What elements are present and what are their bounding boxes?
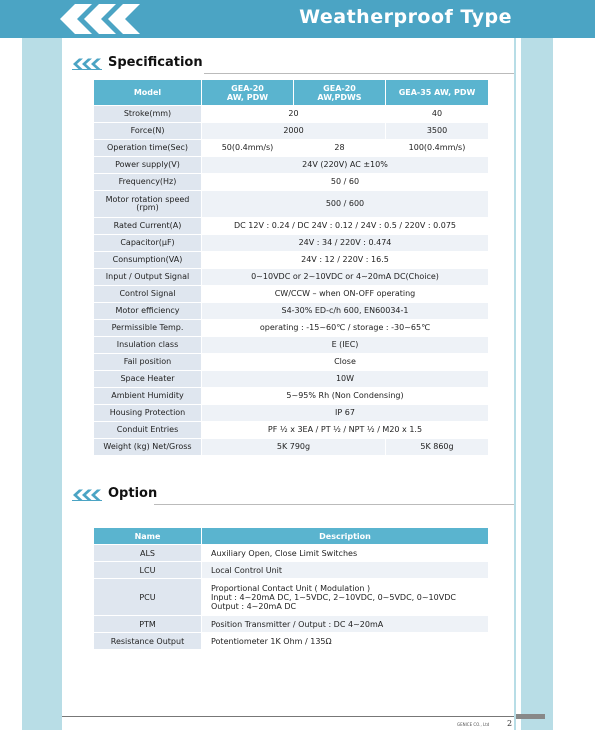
page-title: Weatherproof Type [299,6,512,28]
specification-table [93,79,489,456]
spec-cell-value: 28 [294,140,386,157]
table-row [94,191,489,218]
table-row [94,371,489,388]
spec-row-label: Capacitor(μF) [94,235,202,252]
table-row [94,106,489,123]
table-row [94,320,489,337]
spec-row-label: Ambient Humidity [94,388,202,405]
spec-cell-value: operating : -15~60℃ / storage : -30~65℃ [202,320,489,337]
left-side-band [22,38,62,730]
table-row [94,405,489,422]
spec-cell-value: 10W [202,371,489,388]
spec-cell-value: 100(0.4mm/s) [386,140,489,157]
page-number: 2 [507,719,513,728]
spec-row-label: Weight (kg) Net/Gross [94,439,202,456]
spec-cell-value: 5K 860g [386,439,489,456]
spec-row-label: Power supply(V) [94,157,202,174]
spec-cell-value: Close [202,354,489,371]
table-row [94,174,489,191]
spec-cell-value: CW/CCW – when ON-OFF operating [202,286,489,303]
spec-row-label: Fail position [94,354,202,371]
spec-row-label: Force(N) [94,123,202,140]
table-row [94,286,489,303]
option-description: Local Control Unit [202,562,489,579]
option-name: ALS [94,545,202,562]
spec-header-row [94,80,489,106]
section-chevron-icon [72,489,102,501]
table-row [94,354,489,371]
spec-row-label: Insulation class [94,337,202,354]
spec-column-header: GEA-35 AW, PDW [386,80,489,106]
spec-row-label: Stroke(mm) [94,106,202,123]
spec-row-label: Permissible Temp. [94,320,202,337]
spec-row-label: Conduit Entries [94,422,202,439]
table-row [94,157,489,174]
spec-cell-value: 40 [386,106,489,123]
spec-row-label: Housing Protection [94,405,202,422]
spec-cell-value: IP 67 [202,405,489,422]
spec-cell-value: 50(0.4mm/s) [202,140,294,157]
spec-cell-value: S4-30% ED-c/h 600, EN60034-1 [202,303,489,320]
table-row [94,123,489,140]
option-name: PTM [94,616,202,633]
footer-bar [516,714,545,719]
spec-cell-value: 3500 [386,123,489,140]
spec-row-label: Input / Output Signal [94,269,202,286]
spec-cell-value: 500 / 600 [202,191,489,218]
spec-row-label: Operation time(Sec) [94,140,202,157]
right-side-line [514,38,516,730]
spec-row-label: Space Heater [94,371,202,388]
table-row [94,218,489,235]
table-row [94,439,489,456]
spec-column-header: GEA-20 AW,PDWS [294,80,386,106]
table-row [94,545,489,562]
spec-cell-value: 20 [202,106,386,123]
spec-cell-value: 24V : 34 / 220V : 0.474 [202,235,489,252]
table-row [94,337,489,354]
option-name: Resistance Output [94,633,202,650]
table-row [94,562,489,579]
option-description: Proportional Contact Unit ( Modulation ) Input : 4~20mA DC, 1~5VDC, 2~10VDC, 0~5VDC, 0~10VDC Output : 4~20mA DC [202,579,489,616]
footer-company: GENICE CO., Ltd [457,722,490,727]
spec-row-label: Control Signal [94,286,202,303]
table-row [94,388,489,405]
spec-cell-value: 0~10VDC or 2~10VDC or 4~20mA DC(Choice) [202,269,489,286]
table-row [94,140,489,157]
option-header-row [94,528,489,545]
option-table [93,527,489,650]
option-column-header: Name [94,528,202,545]
spec-row-label: Consumption(VA) [94,252,202,269]
spec-row-label: Motor rotation speed (rpm) [94,191,202,218]
table-row [94,616,489,633]
table-row [94,422,489,439]
spec-cell-value: 2000 [202,123,386,140]
option-label: Option [108,486,158,501]
table-row [94,579,489,616]
option-description: Auxiliary Open, Close Limit Switches [202,545,489,562]
section-rule [204,73,514,74]
spec-cell-value: PF ½ x 3EA / PT ½ / NPT ½ / M20 x 1.5 [202,422,489,439]
section-rule [154,504,514,505]
option-description: Potentiometer 1K Ohm / 135Ω [202,633,489,650]
spec-cell-value: E (IEC) [202,337,489,354]
table-row [94,633,489,650]
spec-column-header: GEA-20 AW, PDW [202,80,294,106]
spec-row-label: Rated Current(A) [94,218,202,235]
header-bar [0,0,595,38]
right-side-band [521,38,553,730]
table-row [94,235,489,252]
table-row [94,303,489,320]
spec-row-label: Motor efficiency [94,303,202,320]
spec-cell-value: DC 12V : 0.24 / DC 24V : 0.12 / 24V : 0.5 / 220V : 0.075 [202,218,489,235]
footer-rule [62,716,514,717]
spec-cell-value: 24V : 12 / 220V : 16.5 [202,252,489,269]
section-chevron-icon [72,58,102,70]
spec-column-header: Model [94,80,202,106]
specification-label: Specification [108,55,203,70]
spec-cell-value: 50 / 60 [202,174,489,191]
spec-row-label: Frequency(Hz) [94,174,202,191]
option-name: LCU [94,562,202,579]
option-description: Position Transmitter / Output : DC 4~20mA [202,616,489,633]
spec-cell-value: 24V (220V) AC ±10% [202,157,489,174]
spec-cell-value: 5~95% Rh (Non Condensing) [202,388,489,405]
table-row [94,269,489,286]
chevron-logo-icon [58,0,142,38]
spec-cell-value: 5K 790g [202,439,386,456]
table-row [94,252,489,269]
option-column-header: Description [202,528,489,545]
option-name: PCU [94,579,202,616]
